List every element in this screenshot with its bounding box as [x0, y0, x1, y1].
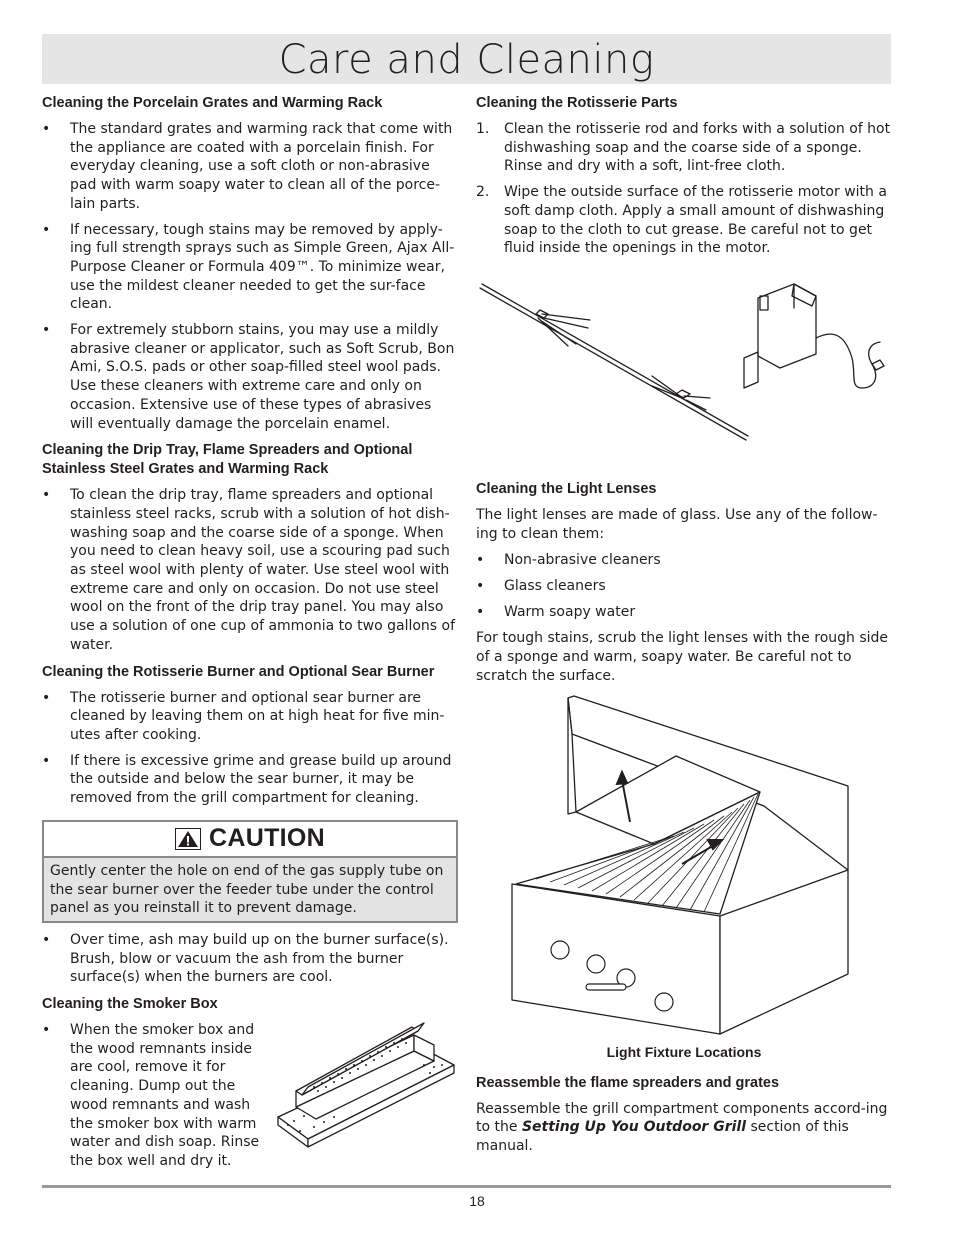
reassemble-text: Reassemble the grill compartment components accord-ing to the Setting Up You Outdoor Grill section of this manual.	[476, 1100, 888, 1154]
list-item: • Over time, ash may build up on the burner surface(s). Brush, blow or vacuum the ash from the burner surface(s) when the burners are cool.	[42, 931, 449, 986]
burner-list	[42, 689, 458, 808]
rotisserie-illustration	[476, 278, 892, 458]
lenses-intro: The light lenses are made of glass. Use any of the follow-ing to clean them:	[476, 506, 878, 542]
page-number: 18	[469, 1193, 485, 1209]
drip-tray-heading: Cleaning the Drip Tray, Flame Spreaders and Optional Stainless Steel Grates and Warming Rack	[42, 442, 413, 478]
rotisserie-heading: Cleaning the Rotisserie Parts	[476, 95, 678, 111]
smoker-section	[42, 1021, 458, 1171]
caution-text: Gently center the hole on end of the gas supply tube on the sear burner over the feeder tube under the control panel as you reinstall it to prevent damage.	[44, 858, 456, 921]
caution-box	[42, 820, 458, 923]
drip-tray-list	[42, 486, 458, 654]
list-item: 2. Wipe the outside surface of the rotisserie motor with a soft damp cloth. Apply a small amount of dishwashing soap to the cloth to cut grease. Be careful not to get fluid inside the openings in the motor.	[476, 184, 887, 257]
list-item: • When the smoker box and the wood remnants inside are cool, remove it for cleaning. Dump out the wood remnants and wash the smoker box with warm water and dish soap. Rinse the box well and dry it.	[42, 1022, 260, 1169]
list-item: • The standard grates and warming rack that come with the appliance are coated with a porcelain finish. For everyday cleaning, use a soft cloth or non-abrasive pad with warm soapy water to clean all of the porce-lain parts.	[42, 121, 453, 212]
list-item: • If there is excessive grime and grease build up around the outside and below the sear burner, it may be removed from the grill compartment for cleaning.	[42, 752, 452, 807]
right-column	[476, 94, 892, 1164]
figure-caption: Light Fixture Locations	[606, 1043, 762, 1060]
lenses-heading: Cleaning the Light Lenses	[476, 480, 657, 497]
smoker-heading: Cleaning the Smoker Box	[42, 996, 218, 1013]
porcelain-heading: Cleaning the Porcelain Grates and Warming Rack	[42, 95, 383, 111]
smoker-list	[42, 1021, 272, 1178]
list-item: • To clean the drip tray, flame spreaders and optional stainless steel racks, scrub with a solution of hot dish-washing soap and the coarse side of a sponge. When you need to clean heavy soil, use a scouring pad such as steel wool with plenty of water. Use steel wool with extreme care and only on occasion. Do not use steel wool on the front of the drip tray panel. You may also use a solution of one cup of ammonia to two gallons of water.	[42, 487, 456, 653]
smoker-box-illustration	[274, 1021, 460, 1151]
list-item: • For extremely stubborn stains, you may use a mildly abrasive cleaner or applicator, such as Soft Scrub, Bon Ami, S.O.S. pads or other soap-filled steel wool pads. Use these cleaners with extreme care and only on occasion. Extensive use of these types of abrasives will eventually damage the porcelain enamel.	[42, 322, 455, 432]
porcelain-list	[42, 120, 458, 433]
footer-divider	[42, 1185, 891, 1188]
manual-section-reference: Setting Up You Outdoor Grill	[521, 1119, 747, 1136]
reassemble-heading: Reassemble the flame spreaders and grates	[476, 1074, 780, 1091]
lenses-outro: For tough stains, scrub the light lenses with the rough side of a sponge and warm, soapy water. Be careful not to scratch the surface.	[476, 630, 889, 684]
lenses-list	[476, 551, 892, 621]
list-item: • Glass cleaners	[476, 578, 606, 595]
list-item: • The rotisserie burner and optional sear burner are cleaned by leaving them on at high heat for five min-utes after cooking.	[42, 689, 445, 743]
list-item: • If necessary, tough stains may be removed by apply-ing full strength sprays such as Simple Green, Ajax All-Purpose Cleaner or Formula 409™. To minimize wear, use the mildest cleaner needed to get the sur-face clean.	[42, 221, 455, 313]
list-item: • Warm soapy water	[476, 603, 636, 620]
warning-icon	[175, 828, 201, 850]
rotisserie-steps	[476, 120, 892, 258]
caution-title: CAUTION	[209, 824, 325, 853]
grill-illustration	[476, 694, 892, 1042]
ash-list	[42, 931, 458, 987]
list-item: • Non-abrasive cleaners	[476, 552, 661, 569]
title-bar	[42, 34, 891, 84]
left-column	[42, 94, 458, 1171]
page-title: Care and Cleaning	[278, 37, 655, 83]
caution-header	[44, 822, 456, 858]
burner-heading: Cleaning the Rotisserie Burner and Optional Sear Burner	[42, 663, 435, 680]
list-item: 1. Clean the rotisserie rod and forks with a solution of hot dishwashing soap and the coarse side of a sponge. Rinse and dry with a soft, lint-free cloth.	[476, 121, 891, 175]
